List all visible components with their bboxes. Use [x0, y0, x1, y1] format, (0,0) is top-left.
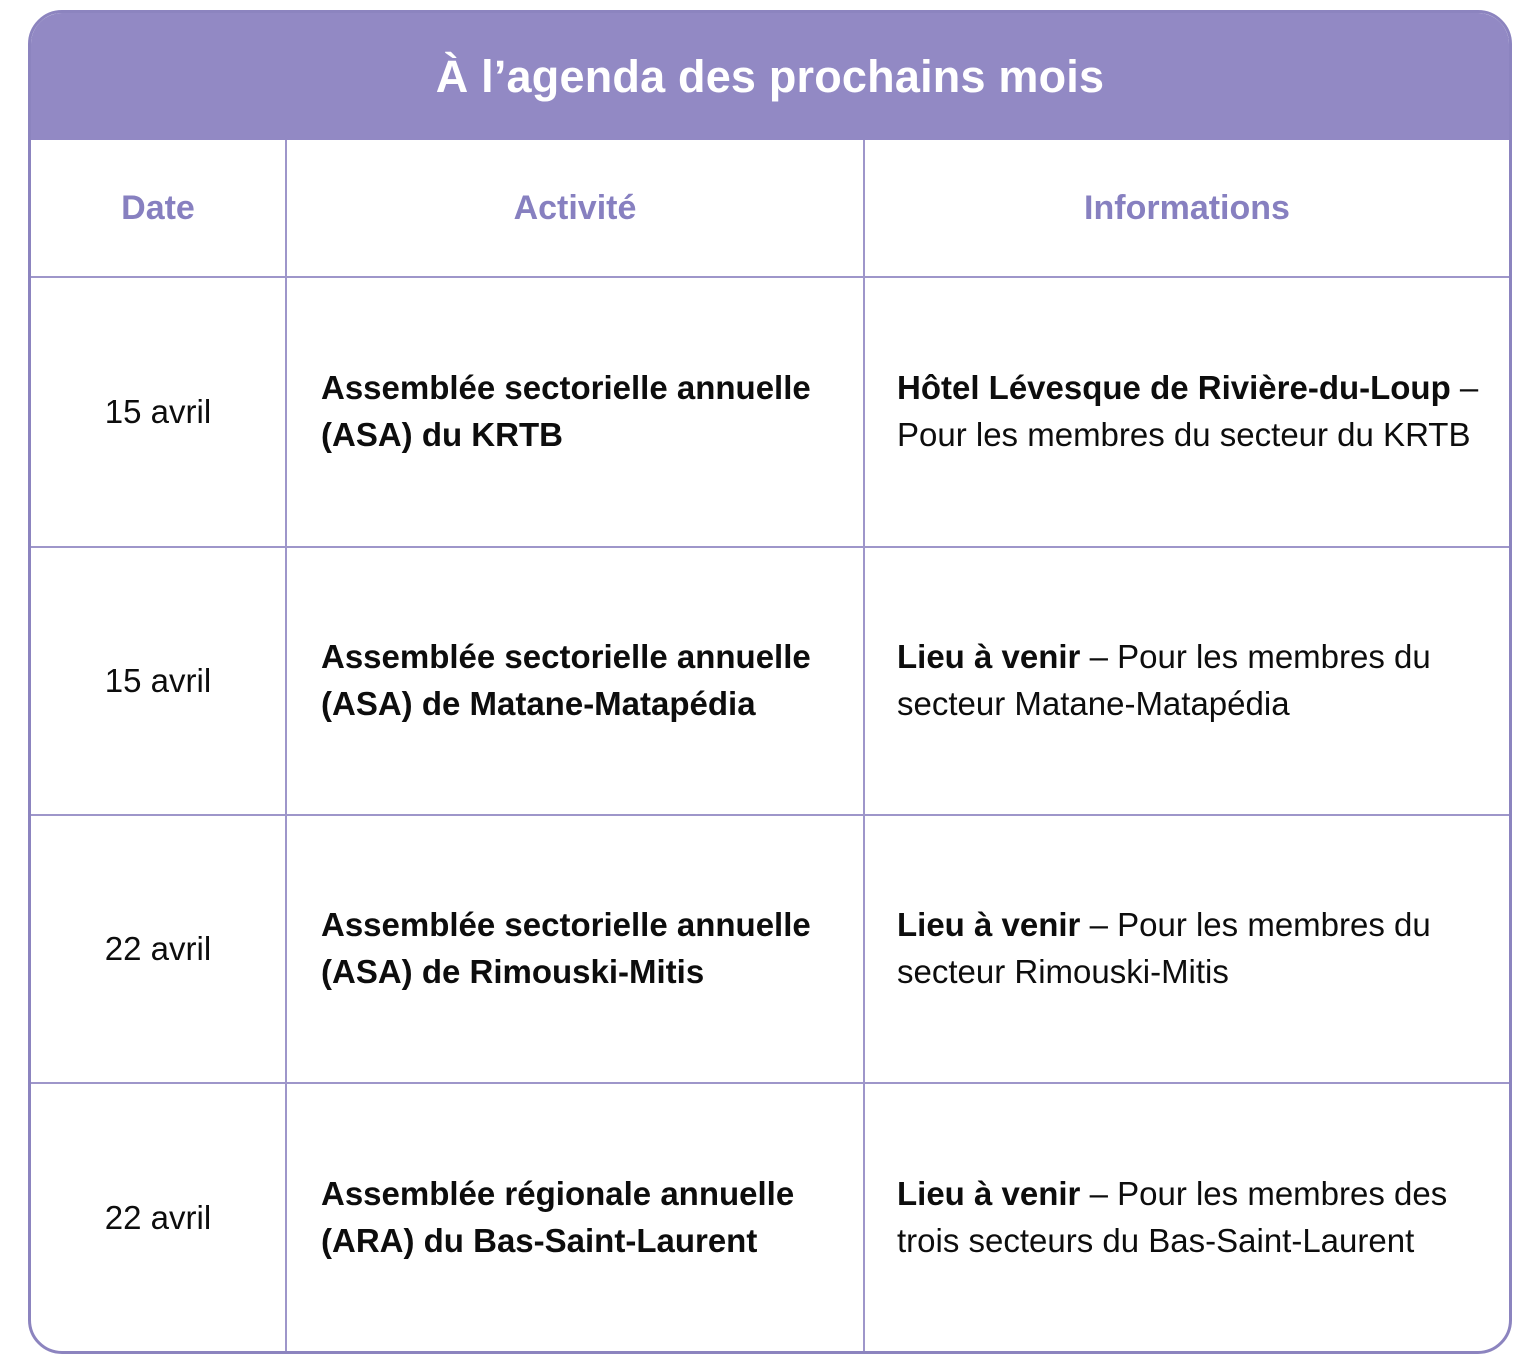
row-activity: Assemblée sectorielle annuelle (ASA) de Matane-Matapédia	[286, 547, 864, 815]
column-header-informations: Informations	[864, 140, 1509, 277]
row-information-lead: Lieu à venir	[897, 1174, 1081, 1212]
row-information	[864, 277, 1509, 547]
row-activity: Assemblée régionale annuelle (ARA) du Bas-Saint-Laurent	[286, 1083, 864, 1351]
agenda-header	[31, 13, 1509, 140]
table-row	[31, 1083, 1509, 1351]
column-header-date: Date	[31, 140, 286, 277]
row-date: 22 avril	[31, 1083, 286, 1351]
row-information	[864, 547, 1509, 815]
table-row	[31, 815, 1509, 1083]
row-date: 22 avril	[31, 815, 286, 1083]
row-information-lead: Lieu à venir	[897, 906, 1081, 944]
row-date: 15 avril	[31, 277, 286, 547]
row-information-rest: – Pour les membres du secteur du KRTB	[897, 369, 1479, 453]
row-date: 15 avril	[31, 547, 286, 815]
row-information-rest: – Pour les membres du secteur Matane-Matapédia	[897, 638, 1431, 722]
agenda-card	[28, 10, 1512, 1354]
row-information	[864, 1083, 1509, 1351]
row-activity: Assemblée sectorielle annuelle (ASA) de Rimouski-Mitis	[286, 815, 864, 1083]
table-row	[31, 547, 1509, 815]
table-header-row	[31, 140, 1509, 277]
row-information-rest: – Pour les membres du secteur Rimouski-Mitis	[897, 906, 1431, 990]
page-title: À l’agenda des prochains mois	[435, 50, 1105, 102]
row-information-lead: Hôtel Lévesque de Rivière-du-Loup	[897, 369, 1451, 407]
row-information	[864, 815, 1509, 1083]
agenda-table	[31, 140, 1509, 1351]
column-header-activite: Activité	[286, 140, 864, 277]
table-row	[31, 277, 1509, 547]
row-information-rest: – Pour les membres des trois secteurs du Bas-Saint-Laurent	[897, 1174, 1448, 1259]
row-information-lead: Lieu à venir	[897, 638, 1081, 676]
row-activity: Assemblée sectorielle annuelle (ASA) du KRTB	[286, 277, 864, 547]
